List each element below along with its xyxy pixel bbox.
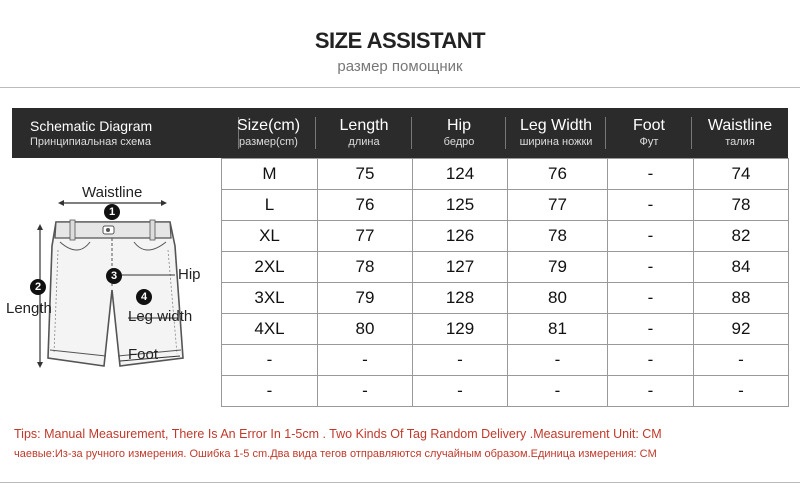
tips-english: Tips: Manual Measurement, There Is An Error In 1-5cm . Two Kinds Of Tag Random Delivery .Measurement Unit: CM bbox=[14, 427, 662, 441]
size-cell: 2XL bbox=[222, 252, 318, 283]
top-divider bbox=[0, 87, 800, 88]
foot-cell: - bbox=[608, 190, 694, 221]
badge-2: 2 bbox=[30, 279, 46, 295]
waistline-cell: 74 bbox=[694, 159, 789, 190]
length-cell: 76 bbox=[318, 190, 413, 221]
header-col-ru: талия bbox=[725, 136, 755, 148]
hip-cell: 124 bbox=[413, 159, 508, 190]
label-foot: Foot bbox=[128, 346, 159, 363]
leg-width-cell: 78 bbox=[508, 221, 608, 252]
label-waistline: Waistline bbox=[82, 184, 143, 201]
header-col-en: Leg Width bbox=[519, 117, 593, 134]
size-cell: XL bbox=[222, 221, 318, 252]
table-row bbox=[222, 252, 789, 283]
badge-3: 3 bbox=[106, 268, 122, 284]
header-col-en: Length bbox=[339, 117, 389, 134]
header-col-ru: ширина ножки bbox=[519, 136, 593, 148]
header-col-ru: длина bbox=[348, 136, 380, 148]
label-length: Length bbox=[6, 300, 52, 317]
leg-width-cell: 76 bbox=[508, 159, 608, 190]
schematic-diagram bbox=[0, 158, 222, 414]
bottom-divider bbox=[0, 482, 800, 483]
table-row bbox=[222, 345, 789, 376]
size-cell: M bbox=[222, 159, 318, 190]
table-row bbox=[222, 283, 789, 314]
header-col-en: Foot bbox=[632, 117, 665, 134]
foot-cell: - bbox=[608, 376, 694, 407]
label-hip: Hip bbox=[178, 266, 201, 283]
length-cell: - bbox=[318, 376, 413, 407]
leg-width-cell: 79 bbox=[508, 252, 608, 283]
header-col-en: Waistline bbox=[707, 117, 773, 134]
header-length bbox=[316, 108, 412, 158]
header-col-en: Hip bbox=[446, 117, 471, 134]
header-size bbox=[221, 108, 316, 158]
header-hip bbox=[412, 108, 506, 158]
header-foot bbox=[606, 108, 692, 158]
page-subtitle: размер помощник bbox=[337, 58, 463, 75]
size-cell: - bbox=[222, 345, 318, 376]
header-leg-width bbox=[506, 108, 606, 158]
hip-cell: - bbox=[413, 345, 508, 376]
foot-cell: - bbox=[608, 252, 694, 283]
table-row bbox=[222, 159, 789, 190]
waistline-cell: 88 bbox=[694, 283, 789, 314]
table-row bbox=[222, 376, 789, 407]
leg-width-cell: 81 bbox=[508, 314, 608, 345]
header-col-ru: размер(cm) bbox=[239, 136, 298, 148]
hip-cell: 127 bbox=[413, 252, 508, 283]
hip-cell: 125 bbox=[413, 190, 508, 221]
leg-width-cell: 80 bbox=[508, 283, 608, 314]
foot-cell: - bbox=[608, 345, 694, 376]
waistline-cell: - bbox=[694, 376, 789, 407]
tips-russian: чаевые:Из-за ручного измерения. Ошибка 1-5 cm.Два вида тегов отправляются случайным образом.Единица измерения: CM bbox=[14, 448, 657, 460]
foot-cell: - bbox=[608, 221, 694, 252]
hip-cell: 128 bbox=[413, 283, 508, 314]
size-cell: - bbox=[222, 376, 318, 407]
foot-cell: - bbox=[608, 283, 694, 314]
waistline-cell: 92 bbox=[694, 314, 789, 345]
header-waistline bbox=[692, 108, 788, 158]
size-table bbox=[221, 158, 789, 407]
label-leg-width: Leg width bbox=[128, 308, 193, 325]
table-row bbox=[222, 190, 789, 221]
length-cell: 78 bbox=[318, 252, 413, 283]
leg-width-cell: 77 bbox=[508, 190, 608, 221]
header-col-en: Size(cm) bbox=[236, 117, 301, 134]
badge-1: 1 bbox=[104, 204, 120, 220]
waistline-cell: - bbox=[694, 345, 789, 376]
table-header bbox=[12, 108, 788, 158]
length-cell: - bbox=[318, 345, 413, 376]
table-row bbox=[222, 314, 789, 345]
hip-cell: 126 bbox=[413, 221, 508, 252]
length-cell: 79 bbox=[318, 283, 413, 314]
foot-cell: - bbox=[608, 159, 694, 190]
waistline-cell: 82 bbox=[694, 221, 789, 252]
waistline-cell: 78 bbox=[694, 190, 789, 221]
page-title: SIZE ASSISTANT bbox=[314, 28, 486, 53]
header-diagram-en: Schematic Diagram bbox=[30, 118, 153, 134]
badge-4: 4 bbox=[136, 289, 152, 305]
size-cell: L bbox=[222, 190, 318, 221]
leg-width-cell: - bbox=[508, 376, 608, 407]
length-cell: 80 bbox=[318, 314, 413, 345]
leg-width-cell: - bbox=[508, 345, 608, 376]
length-cell: 75 bbox=[318, 159, 413, 190]
size-cell: 3XL bbox=[222, 283, 318, 314]
foot-cell: - bbox=[608, 314, 694, 345]
header-col-ru: Фут bbox=[639, 136, 659, 148]
table-row bbox=[222, 221, 789, 252]
header-diagram-ru: Принципиальная схема bbox=[30, 136, 151, 148]
header-diagram bbox=[12, 108, 220, 158]
hip-cell: 129 bbox=[413, 314, 508, 345]
header-col-ru: бедро bbox=[443, 136, 475, 148]
size-cell: 4XL bbox=[222, 314, 318, 345]
length-cell: 77 bbox=[318, 221, 413, 252]
hip-cell: - bbox=[413, 376, 508, 407]
waistline-cell: 84 bbox=[694, 252, 789, 283]
